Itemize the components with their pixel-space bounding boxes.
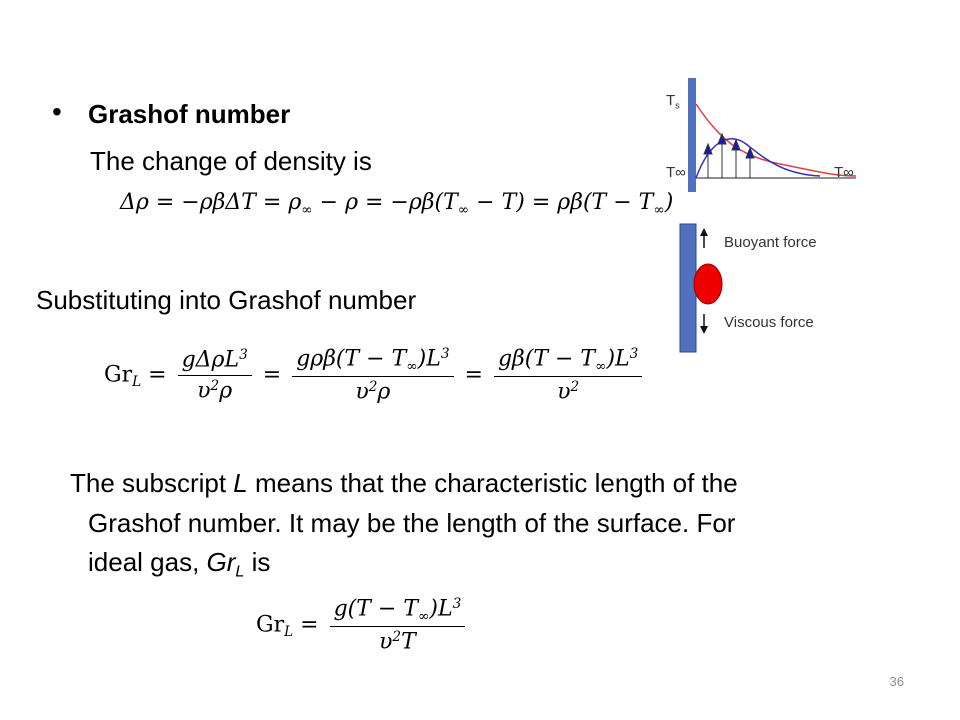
explanation-line-1: The subscript L means that the characteristic length of the [70,468,738,498]
slide-heading: Grashof number [88,99,291,129]
page-number: 36 [889,674,904,689]
ts-label: $T_s$ [666,92,680,111]
viscous-force-label: Viscous force [724,314,814,331]
explanation-line-2: Grashof number. It may be the length of the surface. For [88,508,736,538]
lower-plate [680,224,696,352]
explanation-line-3: ideal gas, $Gr_L$ is [88,547,271,581]
ideal-gas-grashof-equation: $Gr_L$ = $\frac{g(T - T_\infty)L^3}{\upsilon^2T}$ [256,596,469,655]
fluid-parcel [694,264,722,304]
heated-plate-top [688,78,696,192]
t-infinity-right-label: T∞ [834,164,854,181]
grashof-equation: $Gr_L$ = $\frac{g\Delta\rho L^3}{\upsilon^2\rho}$ = $\frac{g\rho\beta(T - T_\infty)L^3}{\upsilon^2\rho}$ = $\frac{g\beta(T - T_\infty)L^3}{\upsilon^2}$ [104,346,646,405]
buoyant-arrow-head [700,228,708,236]
bullet-dot: • [52,96,62,127]
velocity-arrows [704,134,754,178]
substituting-text: Substituting into Grashof number [36,285,417,315]
viscous-arrow-head [700,326,708,334]
t-infinity-left-label: T∞ [666,164,686,181]
buoyant-force-label: Buoyant force [724,234,817,251]
density-change-equation: $\Delta\rho = -\rho\beta\Delta T = \rho_\infty - \rho = -\rho\beta(T_\infty - T) = \rho\beta(T - T_\infty)$ [120,190,674,218]
density-intro-text: The change of density is [90,146,372,176]
